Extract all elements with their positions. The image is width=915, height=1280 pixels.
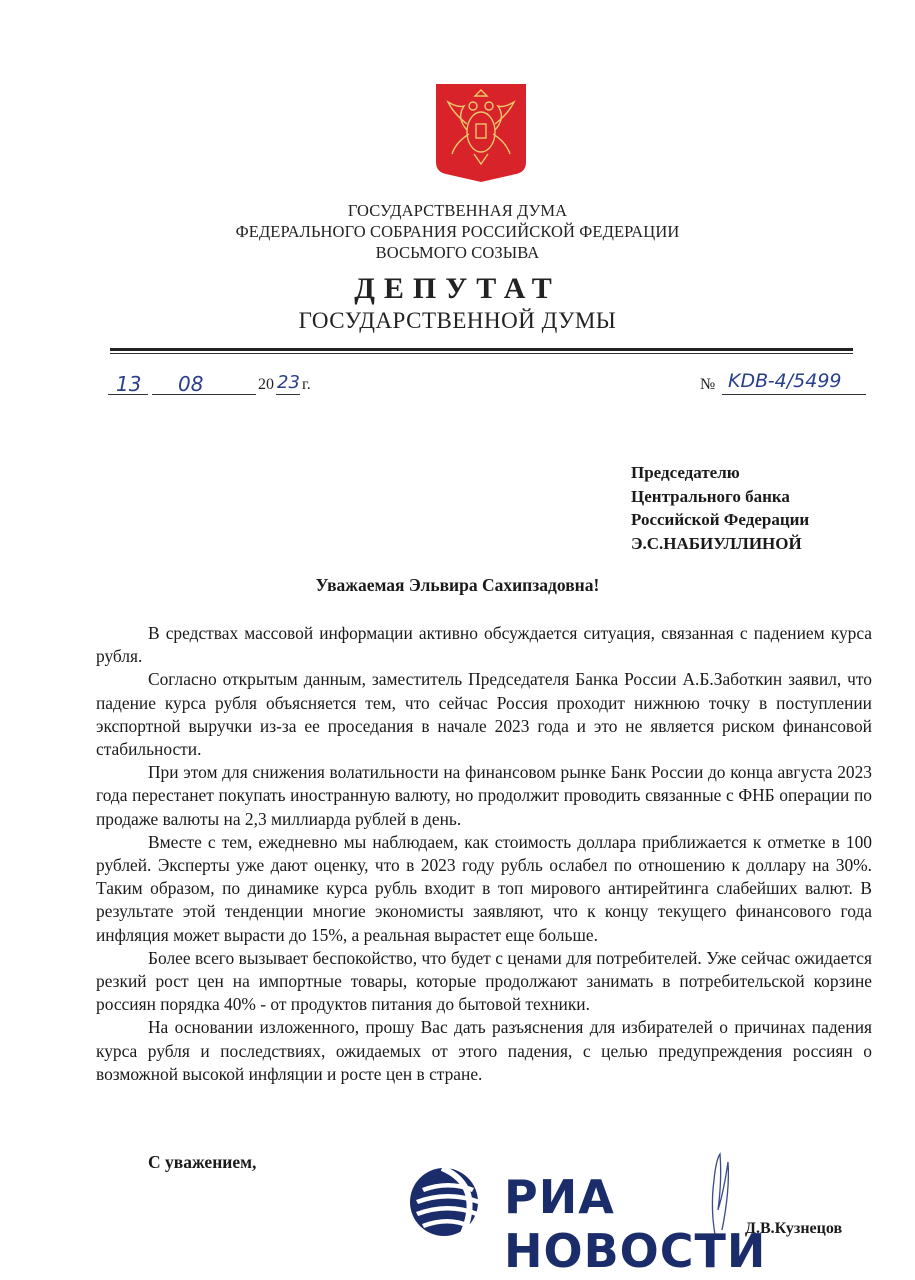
body-paragraph: На основании изложенного, прошу Вас дать разъяснения для избирателей о причинах падения курса рубля и последствиях, ожидаемых от этого падения, с целью предупреждения россиян о возможной высокой инфляции и росте цен в стране.	[96, 1017, 872, 1084]
date-line	[0, 370, 915, 398]
body-paragraph: Вместе с тем, ежедневно мы наблюдаем, как стоимость доллара приближается к отметке в 100 рублей. Эксперты уже дают оценку, что в 2023 году рубль ослабел по отношению к доллару на 30%. Таким образом, по динамике курса рубль входит в топ мирового антирейтинга слабейших валют. В результате этой тенденции многие экономисты заявляют, что к концу текущего финансового года инфляция может вырасти до 15%, а реальная вырастет еще больше.	[96, 831, 872, 945]
ria-globe-logo-icon	[408, 1166, 488, 1238]
body-paragraph: Согласно открытым данным, заместитель Председателя Банка России А.Б.Заботкин заявил, что падение курса рубля объясняется тем, что сейчас Россия проходит нижнюю точку в поступлении экспортной выручки из-за ее проседания в начале 2023 года и это не является риском финансовой стабильности.	[96, 669, 872, 760]
date-year-prefix: 20	[258, 376, 274, 393]
body-paragraph: При этом для снижения волатильности на финансовом рынке Банк России до конца августа 2023 года перестанет покупать иностранную валюту, но продолжит проводить связанные с ФНБ операции по продаже валюты на 2,3 миллиарда рублей в день.	[96, 762, 872, 829]
addressee-line-2: Центрального банка	[631, 486, 790, 506]
org-line-2: ФЕДЕРАЛЬНОГО СОБРАНИЯ РОССИЙСКОЙ ФЕДЕРАЦИИ	[235, 222, 680, 241]
body-paragraph: В средствах массовой информации активно обсуждается ситуация, связанная с падением курса рубля.	[96, 623, 872, 667]
letterhead-subtitle: ГОСУДАРСТВЕННОЙ ДУМЫ	[298, 308, 617, 333]
date-month: 08	[178, 372, 204, 396]
body-paragraph: Более всего вызывает беспокойство, что будет с ценами для потребителей. Уже сейчас ожидается резкий рост цен на импортные товары, которые продолжают занимать в потребительской корзине россиян порядка 40% - от продуктов питания до бытовой техники.	[96, 947, 872, 1015]
letter-body	[96, 622, 872, 1086]
document-number: KDB-4/5499	[728, 370, 842, 392]
addressee-line-1: Председателю	[631, 463, 740, 482]
letterhead-title: ДЕПУТАТ	[354, 272, 561, 305]
addressee-line-3: Российской Федерации	[631, 510, 810, 529]
organization-name	[0, 200, 915, 263]
addressee-line-4: Э.С.НАБИУЛЛИНОЙ	[631, 533, 802, 553]
ria-watermark	[408, 1166, 888, 1278]
org-line-3: ВОСЬМОГО СОЗЫВА	[375, 243, 540, 262]
coat-of-arms-icon	[436, 84, 526, 182]
org-line-1: ГОСУДАРСТВЕННАЯ ДУМА	[347, 201, 568, 220]
addressee-block	[631, 461, 809, 555]
closing-phrase: С уважением,	[148, 1152, 257, 1172]
date-day: 13	[116, 372, 142, 396]
ria-watermark-text: РИА НОВОСТИ	[504, 1170, 767, 1278]
number-label: №	[700, 376, 716, 393]
date-year-suffix: 23	[277, 372, 300, 393]
salutation: Уважаемая Эльвира Сахипзадовна!	[315, 575, 600, 595]
signer-name: Д.В.Кузнецов	[745, 1220, 843, 1237]
date-year-unit: г.	[302, 376, 311, 393]
header-divider-thin	[110, 353, 853, 354]
header-divider-thick	[110, 348, 853, 351]
